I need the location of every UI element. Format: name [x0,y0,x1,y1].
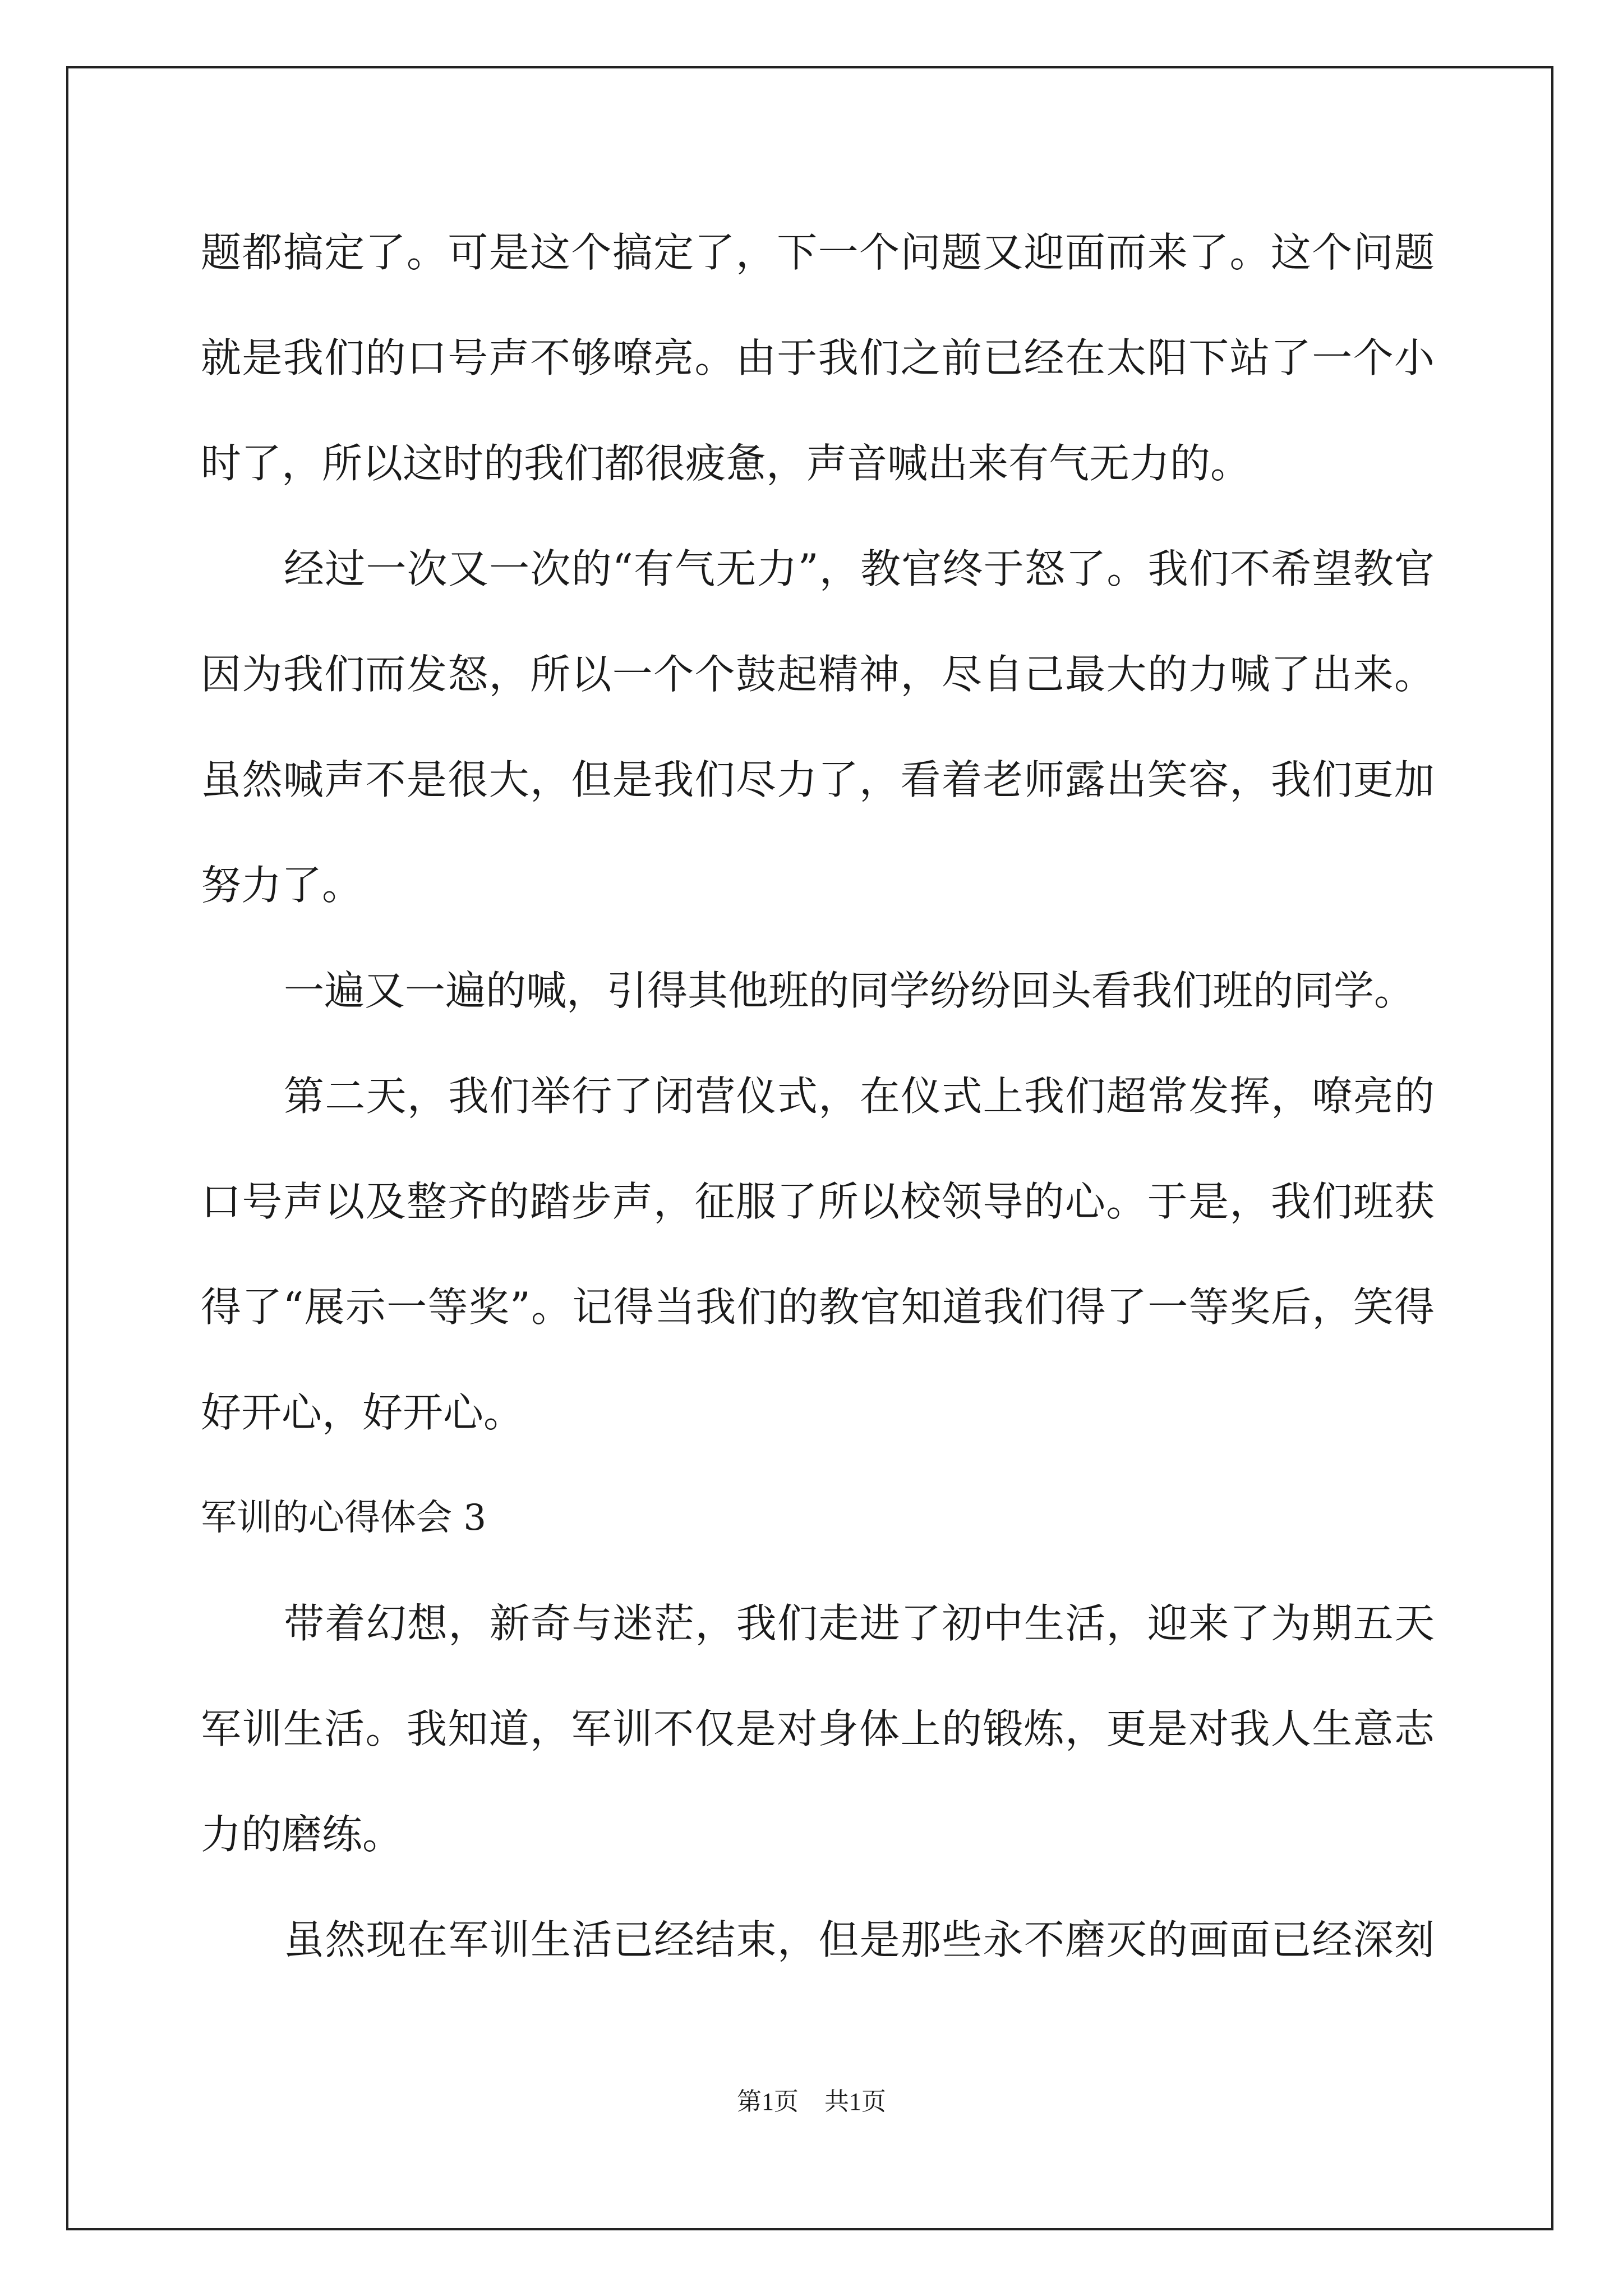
text-line: 力的磨练。 [201,1811,403,1858]
paragraph-first-line: 第二天，我们举行了闭营仪式，在仪式上我们超常发挥，嘹亮的 [284,1073,1435,1120]
text-line: 时了，所以这时的我们都很疲惫，声音喊出来有气无力的。 [201,440,1251,487]
page-number: 第1页 [737,2088,799,2115]
text-line: 虽然喊声不是很大，但是我们尽力了，看着老师露出笑容，我们更加 [201,756,1435,803]
text-line: 军训生活。我知道，军训不仅是对身体上的锻炼，更是对我人生意志 [201,1705,1435,1752]
section-heading: 军训的心得体会 3 [201,1497,487,1539]
paragraph-first-line: 经过一次又一次的“有气无力”，教官终于怒了。我们不希望教官 [284,545,1435,592]
document-body [201,210,1435,2003]
text-line: 题都搞定了。可是这个搞定了，下一个问题又迎面而来了。这个问题 [201,229,1435,276]
page-total: 共1页 [824,2088,886,2115]
text-line: 好开心，好开心。 [201,1389,524,1436]
paragraph-first-line: 一遍又一遍的喊，引得其他班的同学纷纷回头看我们班的同学。 [284,967,1415,1014]
text-line: 因为我们而发怒，所以一个个鼓起精神，尽自己最大的力喊了出来。 [201,651,1435,698]
text-line: 口号声以及整齐的踏步声，征服了所以校领导的心。于是，我们班获 [201,1178,1435,1225]
page-footer [0,2085,1623,2119]
text-line: 努力了。 [201,862,363,909]
paragraph-first-line: 带着幻想，新奇与迷茫，我们走进了初中生活，迎来了为期五天 [284,1600,1435,1647]
text-line: 得了“展示一等奖”。记得当我们的教官知道我们得了一等奖后，笑得 [201,1283,1435,1331]
text-line: 就是我们的口号声不够嘹亮。由于我们之前已经在太阳下站了一个小 [201,334,1435,381]
paragraph-first-line: 虽然现在军训生活已经结束，但是那些永不磨灭的画面已经深刻 [284,1916,1435,1963]
